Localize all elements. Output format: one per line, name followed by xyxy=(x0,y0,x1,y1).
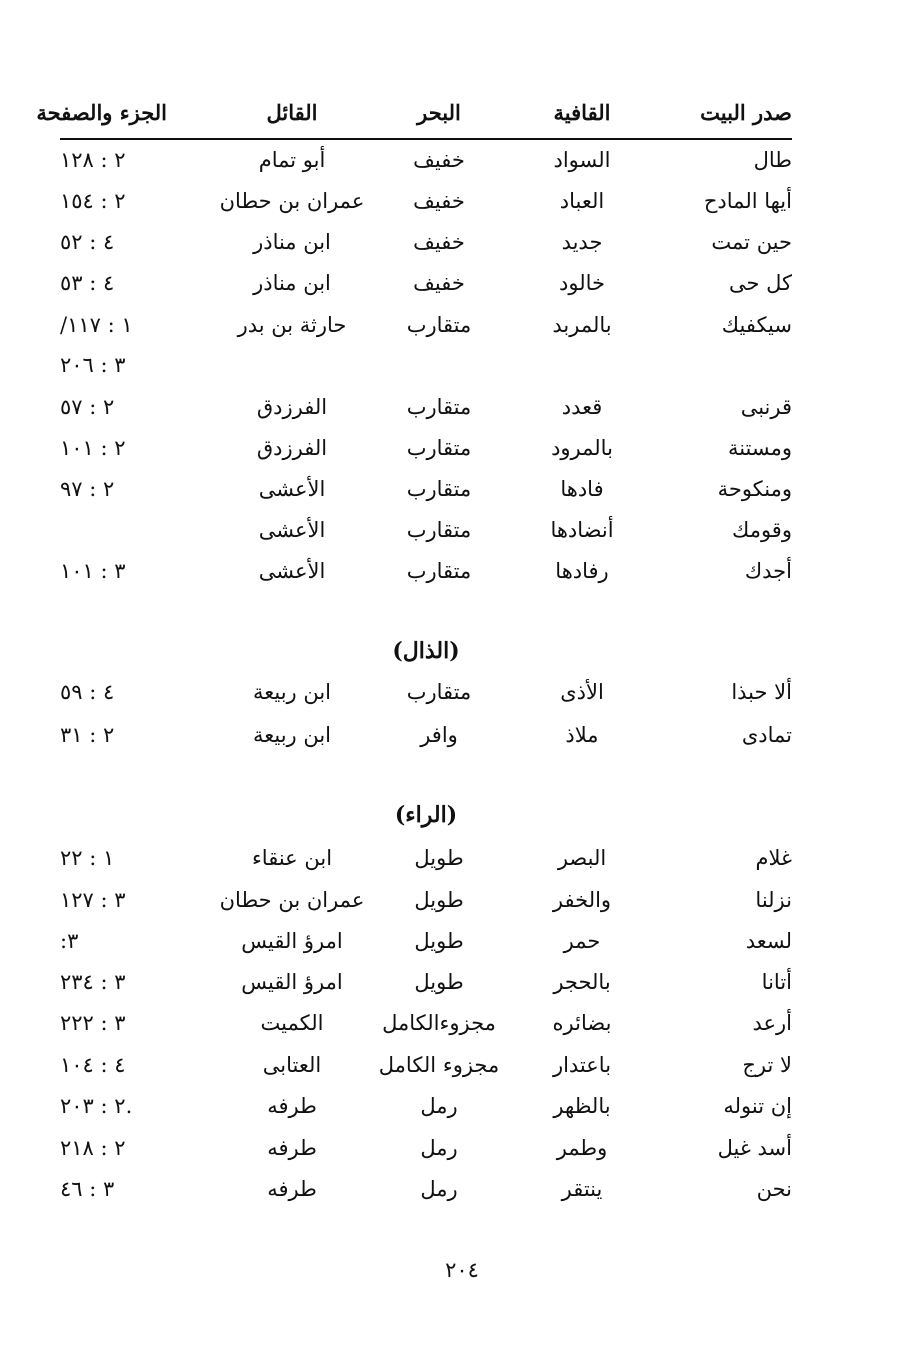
volume-page: ٢ : ١٢٨ xyxy=(60,148,126,172)
volume-page: ٢ : ٩٧ xyxy=(60,477,115,501)
meter: خفيف xyxy=(413,148,465,172)
table-row xyxy=(60,474,792,504)
table-row xyxy=(60,350,792,380)
table-row xyxy=(60,843,792,873)
verse-opening: أسد غيل xyxy=(717,1136,792,1160)
table-row xyxy=(60,145,792,175)
poet: ابن ربيعة xyxy=(252,680,332,704)
verse-opening: تمادى xyxy=(741,723,792,747)
rhyme: بضائره xyxy=(552,1011,612,1035)
volume-page: ٣: xyxy=(60,929,79,953)
volume-page: ٢ : ٢١٨ xyxy=(60,1136,126,1160)
volume-page: ١ : ٢٢ xyxy=(60,846,115,870)
poet: عمران بن حطان xyxy=(219,888,365,912)
header-poet: القائل xyxy=(266,100,318,125)
volume-page: ٤ : ٥٢ xyxy=(60,230,115,254)
volume-page: ٢ : ٣١ xyxy=(60,723,115,747)
meter: متقارب xyxy=(406,313,472,337)
meter: رمل xyxy=(420,1094,458,1118)
table-row xyxy=(60,227,792,257)
verse-opening: أيها المادح xyxy=(703,189,792,213)
volume-page: ٣ : ٢٠٦ xyxy=(60,353,126,377)
meter: متقارب xyxy=(406,559,472,583)
volume-page: ٢ : ١٠١ xyxy=(60,436,126,460)
verse-opening: غلام xyxy=(755,846,792,870)
poet: ابن ربيعة xyxy=(252,723,332,747)
table-header xyxy=(36,98,792,134)
table-row xyxy=(60,433,792,463)
volume-page: ٣ : ٤٦ xyxy=(60,1177,115,1201)
poet: ابن مناذر xyxy=(253,230,331,254)
rhyme: وطمر xyxy=(556,1136,608,1160)
rhyme: خالود xyxy=(559,271,605,295)
poet: الأعشى xyxy=(258,477,326,501)
rhyme xyxy=(522,350,642,380)
rhyme: العباد xyxy=(559,189,605,213)
verse-opening: وقومك xyxy=(732,518,792,542)
verse-opening: لا ترج xyxy=(742,1053,792,1077)
table-row xyxy=(60,515,792,545)
verse-opening: أرعد xyxy=(752,1011,792,1035)
poet: امرؤ القيس xyxy=(241,929,343,953)
volume-page: ٣ : ٢٢٢ xyxy=(60,1011,126,1035)
rhyme: فادها xyxy=(560,477,604,501)
verse-opening: ومستنة xyxy=(727,436,792,460)
section-title-dhal: (الذال) xyxy=(392,638,460,664)
poet: طرفه xyxy=(267,1094,317,1118)
rhyme: بالظهر xyxy=(553,1094,611,1118)
poet: حارثة بن بدر xyxy=(237,313,347,337)
rhyme: قعدد xyxy=(561,395,603,419)
verse-opening: سيكفيك xyxy=(721,313,792,337)
poet: الفرزدق xyxy=(256,436,328,460)
poet: طرفه xyxy=(267,1136,317,1160)
table-row xyxy=(60,720,792,750)
rhyme: جديد xyxy=(561,230,603,254)
table-row xyxy=(60,1050,792,1080)
rhyme: السواد xyxy=(553,148,611,172)
page-number: ٢٠٤ xyxy=(445,1258,479,1282)
poet: الأعشى xyxy=(258,518,326,542)
header-rule xyxy=(60,138,792,140)
rhyme: ملاذ xyxy=(565,723,599,747)
poet: طرفه xyxy=(267,1177,317,1201)
header-volume-page: الجزء والصفحة xyxy=(36,100,167,125)
rhyme: أنضادها xyxy=(550,518,614,542)
meter: خفيف xyxy=(413,189,465,213)
rhyme: الأذى xyxy=(560,680,604,704)
verse-opening: كل حى xyxy=(728,271,792,295)
verse-opening: طال xyxy=(753,148,792,172)
meter: متقارب xyxy=(406,395,472,419)
table-row xyxy=(60,392,792,422)
meter: متقارب xyxy=(406,680,472,704)
meter: متقارب xyxy=(406,436,472,460)
verse-opening xyxy=(652,350,792,380)
header-meter: البحر xyxy=(417,100,461,125)
meter: خفيف xyxy=(413,271,465,295)
table-row xyxy=(60,967,792,997)
rhyme: ينتقر xyxy=(561,1177,603,1201)
meter: طويل xyxy=(414,888,464,912)
meter: طويل xyxy=(414,929,464,953)
rhyme: بالمرود xyxy=(551,436,613,460)
poet: الكميت xyxy=(260,1011,324,1035)
volume-page: ٢ : ١٥٤ xyxy=(60,189,126,213)
meter: وافر xyxy=(420,723,458,747)
table-row xyxy=(60,1008,792,1038)
verse-opening: لسعد xyxy=(745,929,792,953)
meter: رمل xyxy=(420,1136,458,1160)
table-row xyxy=(60,268,792,298)
volume-page: ٢ : ٥٧ xyxy=(60,395,115,419)
poet: العتابى xyxy=(262,1053,322,1077)
section-title-ra: (الراء) xyxy=(394,802,458,828)
table-row xyxy=(60,677,792,707)
meter: مجزوء الكامل xyxy=(378,1053,500,1077)
meter: خفيف xyxy=(413,230,465,254)
verse-opening: قرنبى xyxy=(740,395,792,419)
rhyme: بالحجر xyxy=(553,970,611,994)
volume-page: ٤ : ٥٩ xyxy=(60,680,115,704)
table-row xyxy=(60,556,792,586)
verse-opening: حين تمت xyxy=(711,230,792,254)
volume-page: ٤ : ٥٣ xyxy=(60,271,115,295)
rhyme: بالمربد xyxy=(552,313,612,337)
rhyme: البصر xyxy=(557,846,607,870)
poet: ابن عنقاء xyxy=(251,846,333,870)
poet xyxy=(192,350,392,380)
verse-opening: نحن xyxy=(756,1177,792,1201)
volume-page: .٢ : ٢٠٣ xyxy=(60,1094,133,1118)
table-row xyxy=(60,926,792,956)
meter: رمل xyxy=(420,1177,458,1201)
verse-opening: نزلنا xyxy=(755,888,792,912)
meter: متقارب xyxy=(406,518,472,542)
table-row xyxy=(60,1174,792,1204)
meter: طويل xyxy=(414,846,464,870)
volume-page: ٤ : ١٠٤ xyxy=(60,1053,126,1077)
table-row xyxy=(60,885,792,915)
header-rhyme: القافية xyxy=(553,100,611,125)
poet: الأعشى xyxy=(258,559,326,583)
verse-opening: أتانا xyxy=(761,970,792,994)
volume-page xyxy=(60,515,167,545)
poet: ابن مناذر xyxy=(253,271,331,295)
table-row xyxy=(60,1133,792,1163)
verse-opening: إن تنوله xyxy=(723,1094,792,1118)
volume-page: ١ : ١١٧/ xyxy=(60,313,133,337)
meter: متقارب xyxy=(406,477,472,501)
poet: الفرزدق xyxy=(256,395,328,419)
rhyme: والخفر xyxy=(552,888,612,912)
table-row xyxy=(60,310,792,340)
volume-page: ٣ : ١٢٧ xyxy=(60,888,126,912)
header-verse-opening: صدر البيت xyxy=(700,100,792,125)
meter: مجزوءالكامل xyxy=(382,1011,496,1035)
volume-page: ٣ : ٢٣٤ xyxy=(60,970,126,994)
poet: امرؤ القيس xyxy=(241,970,343,994)
verse-opening: أجدك xyxy=(744,559,792,583)
table-row xyxy=(60,186,792,216)
rhyme: حمر xyxy=(563,929,601,953)
verse-opening: ومنكوحة xyxy=(717,477,792,501)
table-row xyxy=(60,1091,792,1121)
poet: أبو تمام xyxy=(258,148,326,172)
verse-opening: ألا حبذا xyxy=(731,680,792,704)
meter: طويل xyxy=(414,970,464,994)
volume-page: ٣ : ١٠١ xyxy=(60,559,126,583)
rhyme: باعتدار xyxy=(552,1053,612,1077)
poet: عمران بن حطان xyxy=(219,189,365,213)
rhyme: رفادها xyxy=(555,559,609,583)
